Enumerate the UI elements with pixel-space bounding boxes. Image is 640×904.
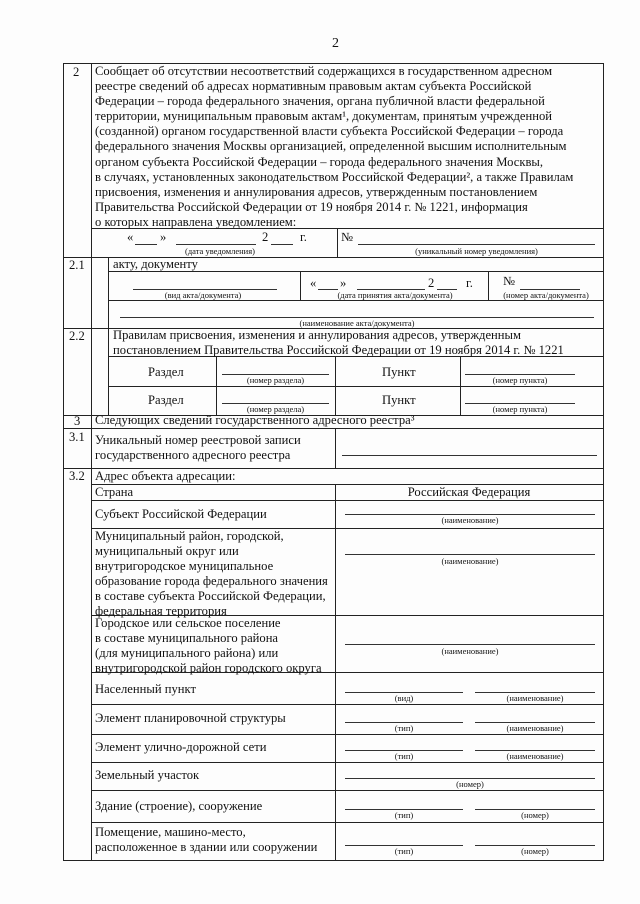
section-title: Следующих сведений государственного адресного реестра³	[95, 413, 415, 427]
field-caption: (номер)	[521, 810, 549, 820]
label-country: Страна	[95, 485, 134, 499]
field-caption: (вид)	[394, 693, 414, 703]
field-caption: (тип)	[394, 810, 414, 820]
field-caption: (дата уведомления)	[185, 246, 255, 256]
field-caption: (наименование акта/документа)	[299, 318, 415, 328]
label-locality: Населенный пункт	[95, 682, 196, 696]
section-title: Адрес объекта адресации:	[95, 469, 236, 483]
registry-record-field[interactable]	[342, 455, 597, 456]
number-sign: №	[341, 230, 354, 244]
field-caption: (наименование)	[441, 646, 499, 656]
divider	[91, 822, 604, 823]
field-caption: (уникальный номер уведомления)	[415, 246, 538, 256]
label-planning: Элемент планировочной структуры	[95, 711, 286, 725]
year-suffix: г.	[300, 230, 307, 244]
field-caption: (наименование)	[506, 693, 564, 703]
row-number: 2	[73, 65, 80, 79]
divider	[603, 63, 604, 860]
label-building: Здание (строение), сооружение	[95, 799, 263, 813]
year-suffix: г.	[466, 276, 473, 290]
notification-year-field[interactable]	[271, 244, 293, 245]
divider	[108, 300, 604, 301]
field-caption: (наименование)	[506, 751, 564, 761]
registry-record-label: Уникальный номер реестровой записи государственного адресного реестра	[95, 433, 301, 463]
field-caption: (вид акта/документа)	[164, 290, 242, 300]
municipal-field[interactable]	[345, 554, 595, 555]
divider	[91, 790, 604, 791]
divider	[91, 734, 604, 735]
field-caption: (номер)	[521, 846, 549, 856]
row-number: 2.2	[69, 329, 85, 343]
page-number: 2	[332, 36, 339, 51]
label-point: Пункт	[382, 393, 416, 407]
divider	[91, 500, 604, 501]
divider	[108, 257, 109, 415]
notification-number-field[interactable]	[358, 244, 595, 245]
section-2-text: Сообщает об отсутствии несоответствий содержащихся в государственном адресном реестре сведений об адресах нормативным правовым актам субъекта Российской Федерации – города федерального значения, органа публичной власти федеральной территории, муниципальным правовым актам¹, документам, принятым учрежденной (созданной) органом государственной власти субъекта Российской Федерации – города федерального значения Москвы организацией, определенной высшим исполнительным органом субъекта Российской Федерации – города федерального значения Москвы, в случаях, установленных законодательством Российской Федерации², а также Правилам присвоения, изменения и аннулирования адресов, утвержденным постановлением Правительства Российской Федерации от 19 ноября 2014 г. № 1221, информация о которых направлена уведомлением:	[95, 64, 574, 229]
label-settlement: Городское или сельское поселение в составе муниципального района (для муниципального района) или внутригородской район городского округа	[95, 616, 322, 676]
field-caption: (номер пункта)	[492, 375, 548, 385]
label-point: Пункт	[382, 365, 416, 379]
year-prefix: 2	[262, 230, 269, 244]
label-street: Элемент улично-дорожной сети	[95, 740, 267, 754]
notification-day-field[interactable]	[135, 244, 157, 245]
settlement-field[interactable]	[345, 644, 595, 645]
divider	[337, 228, 338, 257]
row-number: 3.1	[69, 430, 85, 444]
quote-open: «	[127, 230, 134, 244]
field-caption: (тип)	[394, 723, 414, 733]
field-caption: (номер)	[456, 779, 484, 789]
field-caption: (наименование)	[441, 556, 499, 566]
quote-open: «	[310, 276, 317, 290]
quote-close: »	[340, 276, 347, 290]
label-subject: Субъект Российской Федерации	[95, 507, 267, 521]
field-caption: (номер акта/документа)	[503, 290, 589, 300]
label-premises: Помещение, машино-место, расположенное в здании или сооружении	[95, 825, 318, 855]
divider	[108, 386, 604, 387]
row-number: 2.1	[69, 258, 85, 272]
divider	[91, 762, 604, 763]
row-number: 3	[74, 414, 81, 428]
divider	[63, 428, 604, 429]
number-sign: №	[503, 274, 516, 288]
label-section: Раздел	[148, 365, 184, 379]
divider	[488, 271, 489, 300]
row-number: 3.2	[69, 469, 85, 483]
section-2-2-text: Правилам присвоения, изменения и аннулирования адресов, утвержденным постановлением Правительства Российской Федерации от 19 ноября 2014 г. № 1221	[113, 328, 564, 358]
field-caption: (тип)	[394, 846, 414, 856]
field-caption: (наименование)	[441, 515, 499, 525]
section-title: акту, документу	[113, 257, 198, 271]
divider	[63, 63, 64, 860]
field-caption: (номер раздела)	[246, 404, 305, 414]
label-land: Земельный участок	[95, 768, 200, 782]
year-prefix: 2	[428, 276, 435, 290]
field-caption: (номер раздела)	[246, 375, 305, 385]
field-caption: (номер пункта)	[492, 404, 548, 414]
label-municipal: Муниципальный район, городской, муниципальный округ или внутригородское муниципальное образование города федерального значения в составе субъекта Российской Федерации, федеральная территория	[95, 529, 328, 619]
label-section: Раздел	[148, 393, 184, 407]
field-caption: (дата принятия акта/документа)	[337, 290, 453, 300]
field-caption: (наименование)	[506, 723, 564, 733]
divider	[91, 63, 92, 860]
divider	[63, 860, 604, 861]
divider	[300, 271, 301, 300]
field-caption: (тип)	[394, 751, 414, 761]
divider	[91, 704, 604, 705]
notification-month-field[interactable]	[176, 244, 256, 245]
country-value: Российская Федерация	[407, 485, 531, 499]
quote-close: »	[160, 230, 167, 244]
divider	[335, 428, 336, 468]
